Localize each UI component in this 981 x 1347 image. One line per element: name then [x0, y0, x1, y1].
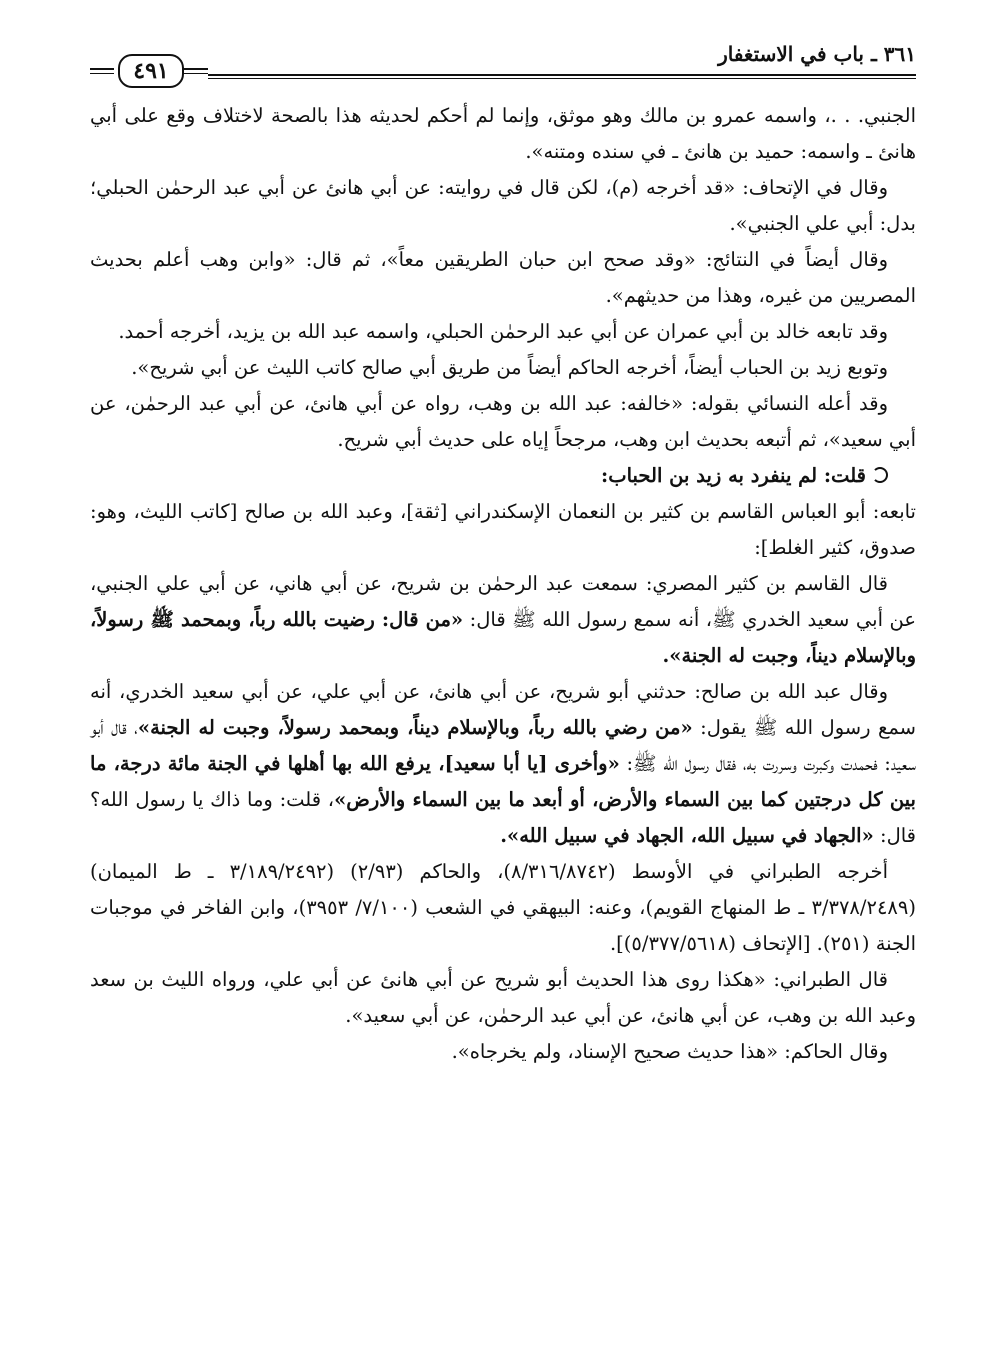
paragraph-9: [90, 566, 916, 674]
hadith-text-2c: «الجهاد في سبيل الله، الجهاد في سبيل الله».: [500, 824, 874, 847]
paragraph-11: أخرجه الطبراني في الأوسط (٨/٣١٦/٨٧٤٢)، والحاكم (٢/٩٣) (٣/١٨٩/٢٤٩٢ ـ ط الميمان) (٣/٣٧٨/٢٤٨٩ ـ ط المنهاج القويم)، وعنه: البيهقي في الشعب (٧/١٠٠/ ٣٩٥٣)، وابن الفاخر في موجبات الجنة (٢٥١). [الإتحاف (٥/٣٧٧/٥٦١٨)].: [90, 860, 916, 955]
paragraph-8: تابعه: أبو العباس القاسم بن كثير بن النعمان الإسكندراني [ثقة]، وعبد الله بن صالح [كاتب الليث، وهو: صدوق، كثير الغلط]:: [90, 500, 916, 559]
header-rule: [208, 74, 916, 76]
paragraph-10: [90, 674, 916, 854]
narration-intro: قال القاسم بن كثير المصري: سمعت عبد الرحمٰن بن شريح، عن أبي هاني، عن أبي علي الجنبي، عن أبي سعيد الخدري ﷺ، أنه سمع رسول الله ﷺ قال:: [90, 572, 916, 631]
ornament-line-right: [184, 68, 208, 70]
book-page: [90, 40, 916, 1330]
qult-text: قلت: لم ينفرد به زيد بن الحباب:: [601, 464, 866, 487]
narration-intro-2: وقال عبد الله بن صالح: حدثني أبو شريح، عن أبي هانئ، عن أبي علي، عن أبي سعيد الخدري، أنه سمع رسول الله ﷺ يقول:: [90, 680, 917, 739]
ornament-line-left: [90, 68, 114, 70]
paragraph-6: وقد أعله النسائي بقوله: «خالفه: عبد الله بن وهب، رواه عن أبي هانئ، عن أبي عبد الرحمٰن، عن أبي سعيد»، ثم أتبعه بحديث ابن وهب، مرجحاً إياه على حديث أبي شريح.: [90, 392, 916, 451]
qult-paragraph: [90, 458, 916, 494]
narration-mid-2: ، قال أبو سعيد: فحمدت وكبرت وسررت به، فقال رسول الله ﷺ:: [90, 716, 916, 775]
page-header: [90, 40, 916, 90]
paragraph-13: وقال الحاكم: «هذا حديث صحيح الإسناد، ولم يخرجاه».: [451, 1040, 888, 1063]
narration-mid-3: ، قلت: وما ذاك يا رسول الله؟ قال:: [90, 788, 916, 847]
ornament-line-right-thin: [184, 73, 208, 74]
circle-marker-icon: [872, 467, 888, 483]
paragraph-2: وقال في الإتحاف: «قد أخرجه (م)، لكن قال في روايته: عن أبي هانئ عن أبي عبد الرحمٰن الحبلي؛ بدل: أبي علي الجنبي».: [90, 176, 916, 235]
paragraph-4: وقد تابعه خالد بن أبي عمران عن أبي عبد الرحمٰن الحبلي، واسمه عبد الله بن يزيد، أخرجه أحمد.: [118, 320, 888, 343]
paragraph-3: وقال أيضاً في النتائج: «وقد صحح ابن حبان الطريقين معاً»، ثم قال: «وابن وهب أعلم بحديث المصريين من غيره، وهذا من حديثهم».: [90, 248, 916, 307]
page-number: ٤٩١: [118, 54, 184, 88]
hadith-text-2a: «من رضي بالله رباً، وبالإسلام ديناً، وبمحمد رسولاً، وجبت له الجنة»: [137, 716, 693, 739]
page-number-ornament: [90, 52, 208, 88]
paragraph-1: الجنبي. . .، واسمه عمرو بن مالك وهو موثق، وإنما لم أحكم لحديثه هذا بالصحة لاختلاف وقع على أبي هانئ ـ واسمه: حميد بن هانئ ـ في سنده ومتنه».: [90, 104, 916, 163]
page-body: [90, 98, 916, 1070]
hadith-text: «من قال: رضيت بالله رباً، وبمحمد ﷺ رسولاً، وبالإسلام ديناً، وجبت له الجنة».: [90, 608, 916, 667]
ornament-line-left-thin: [90, 73, 114, 74]
paragraph-12: قال الطبراني: «هكذا روى هذا الحديث أبو شريح عن أبي هانئ عن أبي علي، ورواه الليث بن سعد وعبد الله بن وهب، عن أبي هانئ، عن أبي عبد الرحمٰن، عن أبي سعيد».: [90, 968, 916, 1027]
paragraph-5: وتوبع زيد بن الحباب أيضاً، أخرجه الحاكم أيضاً من طريق أبي صالح كاتب الليث عن أبي شريح».: [131, 356, 888, 379]
chapter-title: ٣٦١ ـ باب في الاستغفار: [718, 42, 916, 66]
header-rule-thin: [208, 78, 916, 79]
hadith-text-2b: «وأخرى [يا أبا سعيد]، يرفع الله بها أهلها في الجنة مائة درجة، ما بين كل درجتين كما بين السماء والأرض، أو أبعد ما بين السماء والأرض»: [90, 752, 916, 811]
